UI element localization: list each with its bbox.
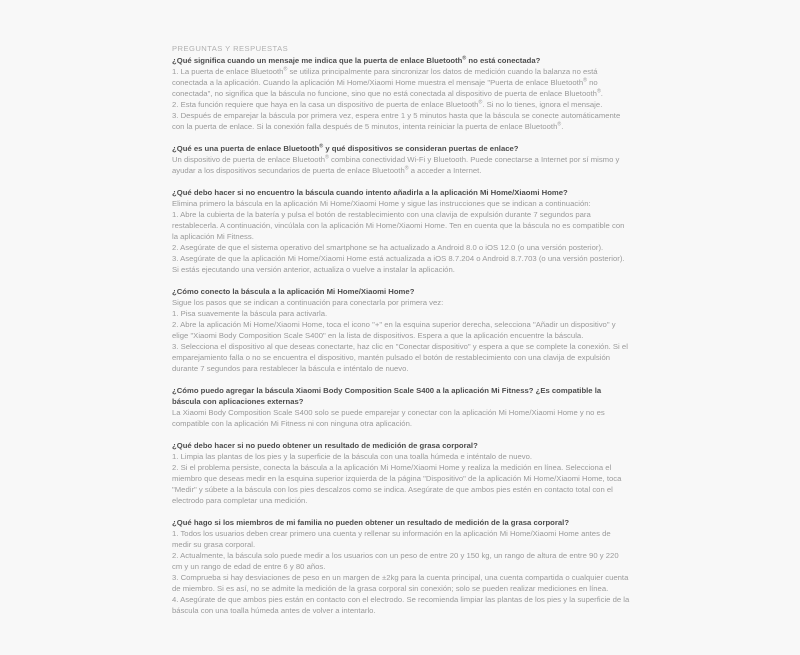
faq-entry — [172, 143, 630, 176]
faq-answer-paragraph: 2. Actualmente, la báscula solo puede medir a los usuarios con un peso de entre 20 y 150 kg, un rango de altura de entre 90 y 220 cm y un rango de edad de entre 6 y 80 años. — [172, 550, 619, 571]
registered-trademark-icon: ® — [319, 142, 324, 149]
faq-question: ¿Cómo puedo agregar la báscula Xiaomi Body Composition Scale S400 a la aplicación Mi Fitness? ¿Es compatible la báscula con aplicaciones externas? — [172, 385, 602, 406]
registered-trademark-icon: ® — [462, 54, 467, 61]
faq-answer-paragraph: 3. Después de emparejar la báscula por primera vez, espera entre 1 y 5 minutos hasta que la báscula se conecte automáticamente con la puerta de enlace. Si la conexión falla después de 5 minutos, intenta reiniciar la puerta de enlace Bluetooth®. — [172, 110, 621, 131]
faq-question: ¿Qué debo hacer si no encuentro la báscula cuando intento añadirla a la aplicación Mi Home/Xiaomi Home? — [172, 187, 568, 197]
faq-answer — [172, 528, 630, 616]
faq-answer — [172, 154, 630, 176]
faq-question: ¿Qué significa cuando un mensaje me indica que la puerta de enlace Bluetooth® no está conectada? — [172, 54, 541, 65]
faq-entry — [172, 187, 630, 275]
faq-answer-paragraph: Sigue los pasos que se indican a continuación para conectarla por primera vez: — [172, 297, 444, 307]
faq-answer-paragraph: La Xiaomi Body Composition Scale S400 solo se puede emparejar y conectar con la aplicación Mi Home/Xiaomi Home y no es compatible con la aplicación Mi Fitness ni con ninguna otra aplicación. — [172, 407, 605, 428]
faq-question: ¿Qué hago si los miembros de mi familia no pueden obtener un resultado de medición de la grasa corporal? — [172, 517, 570, 527]
section-eyebrow-label: PREGUNTAS Y RESPUESTAS — [172, 44, 289, 53]
faq-answer-paragraph: 1. Todos los usuarios deben crear primero una cuenta y rellenar su información en la aplicación Mi Home/Xiaomi Home antes de medir su grasa corporal. — [172, 528, 611, 549]
faq-content-column — [172, 43, 630, 616]
faq-answer-paragraph: 2. Abre la aplicación Mi Home/Xiaomi Home, toca el icono "+" en la esquina superior derecha, selecciona "Añadir un dispositivo" y elige "Xiaomi Body Composition Scale S400" en la lista de dispositivos. Espera a que la aplicación encuentre la báscula. — [172, 319, 616, 340]
faq-answer-paragraph: 2. Esta función requiere que haya en la casa un dispositivo de puerta de enlace Bluetooth®. Si no lo tienes, ignora el mensaje. — [172, 98, 603, 109]
registered-trademark-icon: ® — [557, 120, 562, 127]
faq-answer — [172, 297, 630, 374]
faq-entry — [172, 517, 630, 616]
faq-entry — [172, 440, 630, 506]
faq-entry — [172, 286, 630, 374]
registered-trademark-icon: ® — [583, 76, 587, 83]
faq-list — [172, 55, 630, 616]
registered-trademark-icon: ® — [325, 153, 329, 160]
faq-question: ¿Qué debo hacer si no puedo obtener un resultado de medición de grasa corporal? — [172, 440, 478, 450]
faq-answer-paragraph: Un dispositivo de puerta de enlace Bluetooth® combina conectividad Wi-Fi y Bluetooth. Puede conectarse a Internet por sí mismo y ayudar a los dispositivos secundarios de puerta de enlace Bluetooth® a acceder a Internet. — [172, 153, 620, 175]
faq-answer — [172, 66, 630, 132]
faq-answer-paragraph: 3. Comprueba si hay desviaciones de peso en un margen de ±2kg para la cuenta principal, una cuenta compartida o cualquier cuenta de miembro. Si es así, no se admite la medición de la grasa corporal sin conexión; solo se pueden realizar mediciones en línea. — [172, 572, 629, 593]
faq-entry — [172, 385, 630, 429]
faq-answer-paragraph: 4. Asegúrate de que ambos pies están en contacto con el electrodo. Se recomienda limpiar las plantas de los pies y la superficie de la báscula con una toalla húmeda antes de volver a intentarlo. — [172, 594, 630, 615]
faq-answer-paragraph: 2. Asegúrate de que el sistema operativo del smartphone se ha actualizado a Android 8.0 o iOS 12.0 (o una versión posterior). — [172, 242, 604, 252]
faq-answer-paragraph: 1. Abre la cubierta de la batería y pulsa el botón de restablecimiento con una clavija de expulsión durante 7 segundos para restablecerla. A continuación, vincúlala con la aplicación Mi Home/Xiaomi Home. Ten en cuenta que la báscula no es compatible con la aplicación Mi Fitness. — [172, 209, 625, 241]
faq-entry — [172, 55, 630, 132]
faq-answer — [172, 451, 630, 506]
faq-answer — [172, 407, 630, 429]
registered-trademark-icon: ® — [404, 164, 409, 171]
registered-trademark-icon: ® — [478, 98, 483, 105]
faq-answer — [172, 198, 630, 275]
faq-answer-paragraph: 1. Pisa suavemente la báscula para activarla. — [172, 308, 328, 318]
faq-answer-paragraph: 1. La puerta de enlace Bluetooth® se utiliza principalmente para sincronizar los datos de medición cuando la balanza no está conectada a la aplicación. Cuando la aplicación Mi Home/Xiaomi Home muestra el mensaje "Puerta de enlace Bluetooth® no conectada", no significa que la báscula no funcione, sino que no está conectada al dispositivo de puerta de enlace Bluetooth®. — [172, 65, 603, 98]
registered-trademark-icon: ® — [283, 65, 288, 72]
faq-answer-paragraph: 1. Limpia las plantas de los pies y la superficie de la báscula con una toalla húmeda e inténtalo de nuevo. — [172, 451, 533, 461]
faq-question: ¿Cómo conecto la báscula a la aplicación Mi Home/Xiaomi Home? — [172, 286, 415, 296]
registered-trademark-icon: ® — [596, 87, 601, 94]
faq-answer-paragraph: 3. Selecciona el dispositivo al que deseas conectarte, haz clic en "Conectar dispositivo" y espera a que se complete la conexión. Si el emparejamiento falla o no se encuentra el dispositivo, mantén pulsado el botón de restablecimiento con una clavija de expulsión durante 7 segundos para restablecer la báscula e inténtalo de nuevo. — [172, 341, 628, 373]
faq-answer-paragraph: 3. Asegúrate de que la aplicación Mi Home/Xiaomi Home está actualizada a iOS 8.7.204 o Android 8.7.703 (o una versión posterior). Si estás ejecutando una versión anterior, actualiza o vuelve a instalar la aplicación. — [172, 253, 625, 274]
faq-question: ¿Qué es una puerta de enlace Bluetooth® y qué dispositivos se consideran puertas de enlace? — [172, 142, 519, 153]
faq-answer-paragraph: Elimina primero la báscula en la aplicación Mi Home/Xiaomi Home y sigue las instrucciones que se indican a continuación: — [172, 198, 591, 208]
faq-answer-paragraph: 2. Si el problema persiste, conecta la báscula a la aplicación Mi Home/Xiaomi Home y realiza la medición en línea. Selecciona el miembro que deseas medir en la esquina superior izquierda de la página "Dispositivo" de la aplicación Mi Home/Xiaomi Home, toca "Medir" y súbete a la báscula con los pies descalzos como se indica. Asegúrate de que ambos pies estén en contacto total con el electrodo para completar una medición. — [172, 462, 622, 505]
